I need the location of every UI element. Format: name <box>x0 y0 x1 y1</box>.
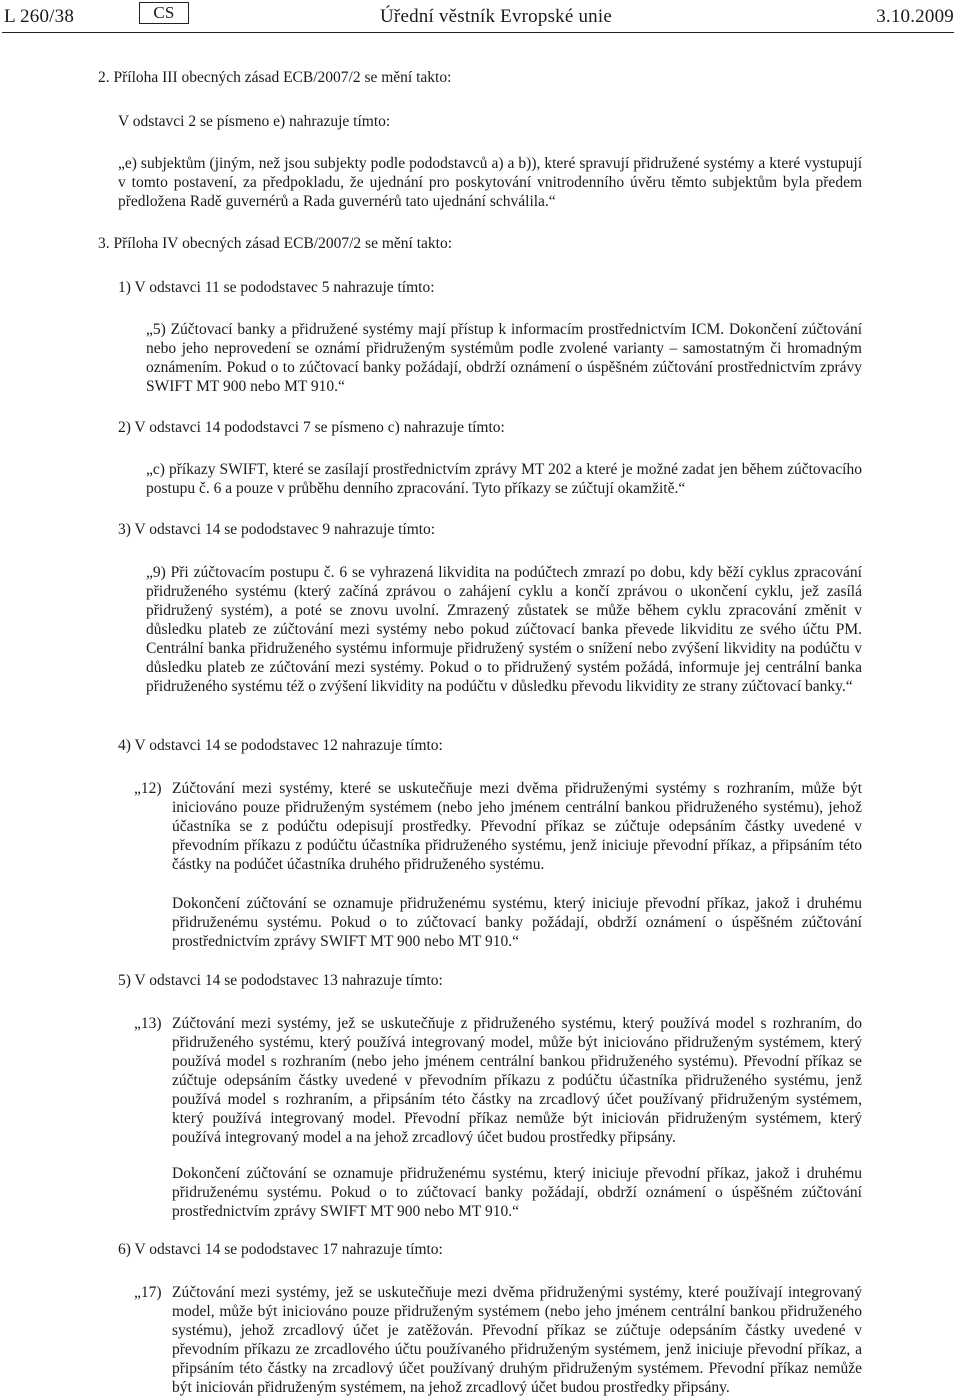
item-1-intro: 1) V odstavci 11 se pododstavec 5 nahrazuje tímto: <box>118 279 435 296</box>
language-badge: CS <box>139 2 189 24</box>
item-5-paragraph-2: Dokončení zúčtování se oznamuje přidruženému systému, který iniciuje převodní příkaz, jakož i druhému přidruženému systému. Pokud o to zúčtovací banky požádají, obdrží oznámení o úspěšném zúčtování prostřednictvím zprávy SWIFT MT 900 nebo MT 910.“ <box>172 1165 862 1220</box>
item-6-paragraph-1: Zúčtování mezi systémy, jež se uskutečňuje mezi dvěma přidruženými systémy, které používají integrovaný model, může být iniciováno pouze přidruženým systémem (nebo jeho jménem centrální bankou přidruženého systému), jehož zrcadlový účet je zatěžován. Převodní příkaz se zúčtuje odepsáním částky uvedené v převodním příkazu ze zrcadlového účtu používaného přidruženým systémem, jenž iniciuje převodní příkaz, a připsáním této částky na zrcadlový účet používaný druhým přidruženým systémem. Převodní příkaz nemůže být iniciován přidruženým systémem, na jehož zrcadlový účet budou prostředky připsány. <box>172 1284 862 1396</box>
section-2-intro: V odstavci 2 se písmeno e) nahrazuje tímto: <box>118 113 391 130</box>
item-6-label: „17) <box>134 1284 162 1301</box>
item-4-intro: 4) V odstavci 14 se pododstavec 12 nahrazuje tímto: <box>118 737 443 754</box>
item-5-label: „13) <box>134 1015 162 1032</box>
item-4-label: „12) <box>134 780 162 797</box>
page-reference: L 260/38 <box>4 6 75 27</box>
item-5-paragraph-1: Zúčtování mezi systémy, jež se uskutečňuje z přidruženého systému, který používá model s rozhraním, do přidruženého systému, který používá integrovaný model, může být iniciováno přidruženým systémem, který používá model s rozhraním (nebo jeho jménem centrální bankou přidruženého systému). Převodní příkaz se zúčtuje odepsáním částky uvedené v převodním příkazu z podúčtu účastníka přidruženého systému, jenž používá model s rozhraním, a připsáním této částky na zrcadlový účet používaný přidruženým systémem, který používá integrovaný model. Převodní příkaz nemůže být iniciován přidruženým systémem, který používá integrovaný model a na jehož zrcadlový účet budou prostředky připsány. <box>172 1015 862 1146</box>
item-6-intro: 6) V odstavci 14 se pododstavec 17 nahrazuje tímto: <box>118 1241 443 1258</box>
page-header <box>2 2 954 33</box>
item-3-intro: 3) V odstavci 14 se pododstavec 9 nahrazuje tímto: <box>118 521 436 538</box>
publication-date: 3.10.2009 <box>876 6 954 27</box>
item-1-text: „5) Zúčtovací banky a přidružené systémy mají přístup k informacím prostřednictvím ICM. Dokončení zúčtování nebo jeho neprovedení se oznámí přidruženým systémům podle zvolené varianty – samostatným či hromadným oznámením. Pokud o to zúčtovací banky požádají, obdrží oznámení o úspěšném zúčtování prostřednictvím zprávy SWIFT MT 900 nebo MT 910.“ <box>146 321 862 395</box>
item-5-intro: 5) V odstavci 14 se pododstavec 13 nahrazuje tímto: <box>118 972 443 989</box>
item-2-text: „c) příkazy SWIFT, které se zasílají prostřednictvím zprávy MT 202 a které je možné zadat jen během zúčtovacího postupu č. 6 a pouze v průběhu denního zpracování. Tyto příkazy se zúčtují okamžitě.“ <box>146 461 862 497</box>
section-2-quote: „e) subjektům (jiným, než jsou subjekty podle pododstavců a) a b)), které spravují přidružené systémy a které vystupují v tomto postavení, za předpokladu, že ujednání pro poskytování vnitrodenního úvěru těmto subjektům byla předem předložena Radě guvernérů a Rada guvernérů tato ujednání schválila.“ <box>118 155 862 210</box>
item-2-intro: 2) V odstavci 14 pododstavci 7 se písmeno c) nahrazuje tímto: <box>118 419 505 436</box>
section-3-heading: 3. Příloha IV obecných zásad ECB/2007/2 se mění takto: <box>98 235 452 252</box>
journal-title: Úřední věstník Evropské unie <box>380 6 612 27</box>
section-2-heading: 2. Příloha III obecných zásad ECB/2007/2 se mění takto: <box>98 69 452 86</box>
item-3-text: „9) Při zúčtovacím postupu č. 6 se vyhrazená likvidita na podúčtech zmrazí po dobu, kdy běží cyklus zpracování přidruženého systému (který začíná zprávou o zahájení cyklu a končí zprávou o ukončení cyklu, jež zasílá přidružený systém), a poté se znovu uvolní. Zmrazený zůstatek se může během cyklu zpracování změnit v důsledku plateb ze zúčtování mezi systémy nebo pokud zúčtovací banka převede likviditu ze svého účtu PM. Centrální banka přidruženého systému informuje přidružený systém o snížení nebo zvýšení likvidity na podúčtu v důsledku plateb ze zúčtování mezi systémy. Pokud o to přidružený systém požádá, informuje jej centrální banka přidruženého systému též o zvýšení likvidity na podúčtu v důsledku převodu likvidity ze strany zúčtovací banky.“ <box>146 564 862 695</box>
item-4-paragraph-2: Dokončení zúčtování se oznamuje přidruženému systému, který iniciuje převodní příkaz, jakož i druhému přidruženému systému. Pokud o to zúčtovací banky požádají, obdrží oznámení o úspěšném zúčtování prostřednictvím zprávy SWIFT MT 900 nebo MT 910.“ <box>172 895 862 950</box>
item-4-paragraph-1: Zúčtování mezi systémy, které se uskutečňuje mezi dvěma přidruženými systémy s rozhraním, může být iniciováno pouze přidruženým systémem (nebo jeho jménem centrální bankou přidruženého systému), jehož účastníka se z podúčtu odepisují prostředky. Převodní příkaz se zúčtuje odepsáním částky uvedené v převodním příkazu z podúčtu účastníka přidruženého systému, jenž iniciuje převodní příkaz, a připsáním této částky na podúčet účastníka druhého přidruženého systému. <box>172 780 862 873</box>
